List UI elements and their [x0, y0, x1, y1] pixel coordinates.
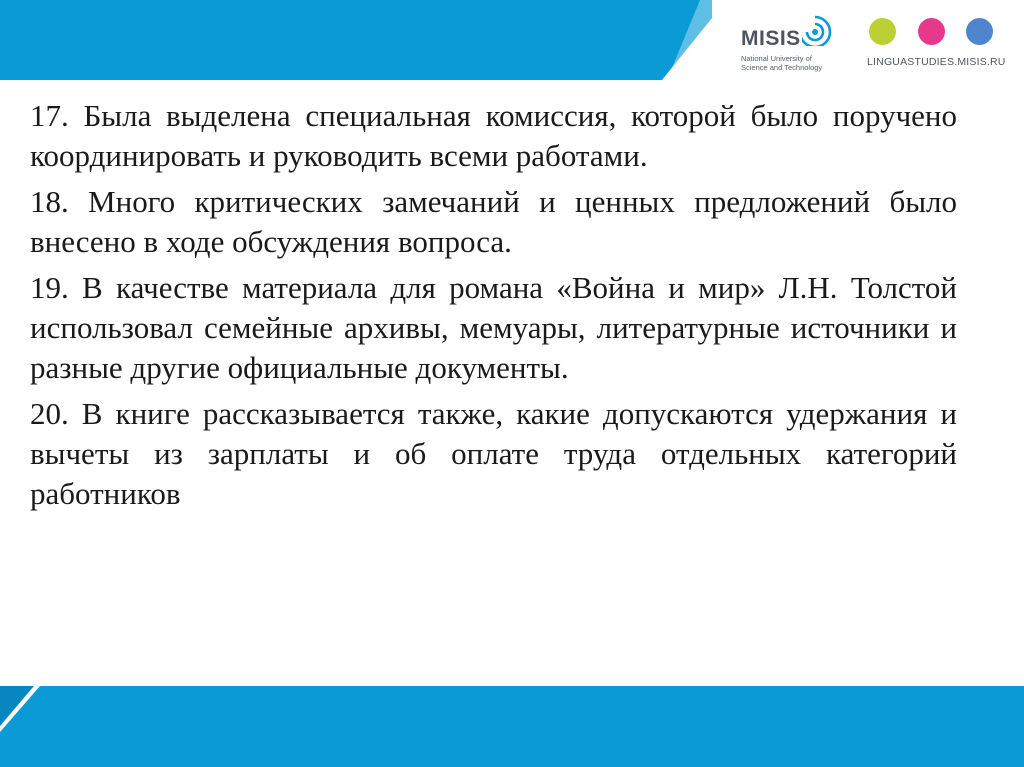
pink-dot-icon: [918, 18, 945, 45]
sentence-line: отдельных категорий работников: [30, 436, 958, 511]
sentence-line: документы.: [415, 350, 569, 385]
misis-subtitle: [741, 55, 851, 72]
sentence-20: [30, 394, 957, 514]
linguastudies-logo: [866, 18, 1006, 73]
misis-subtitle-line: Science and Technology: [741, 62, 823, 72]
sentence-line: поручено координировать и руководить всеми работами.: [30, 98, 958, 173]
bottom-band-shape: [0, 686, 1024, 767]
sentence-line: 20. В книге рассказывается также, какие допускаются: [30, 396, 774, 431]
sentence-19: [30, 268, 957, 388]
sentence-17: [30, 96, 957, 176]
misis-wordmark: MISIS: [741, 27, 801, 50]
sentence-18: [30, 182, 957, 262]
sentence-line: 17. Была выделена специальная комиссия, которой было: [30, 98, 819, 133]
sentence-line: Толстой использовал семейные архивы, мемуары,: [30, 270, 958, 345]
linguastudies-url: LINGUASTUDIES.MISIS.RU: [867, 56, 1006, 68]
top-band-shape: [0, 0, 712, 80]
sentence-line: 18. Много критических замечаний и ценных предложений: [30, 184, 871, 219]
bottom-footer-band: [0, 686, 1024, 767]
sentence-list: [30, 96, 957, 520]
blue-dot-icon: [966, 18, 993, 45]
sentence-line: удержания и вычеты из зарплаты и об оплате труда: [30, 396, 957, 471]
green-dot-icon: [869, 18, 896, 45]
misis-logo: [738, 6, 848, 78]
sentence-line: было внесено в ходе обсуждения вопроса.: [30, 184, 958, 259]
sentence-line: 19. В качестве материала для романа «Война и мир» Л.Н.: [30, 270, 838, 305]
misis-swirl-icon: [802, 6, 832, 46]
misis-subtitle-line: National University of: [741, 54, 812, 63]
sentence-line: литературные источники и разные другие официальные: [30, 310, 957, 385]
